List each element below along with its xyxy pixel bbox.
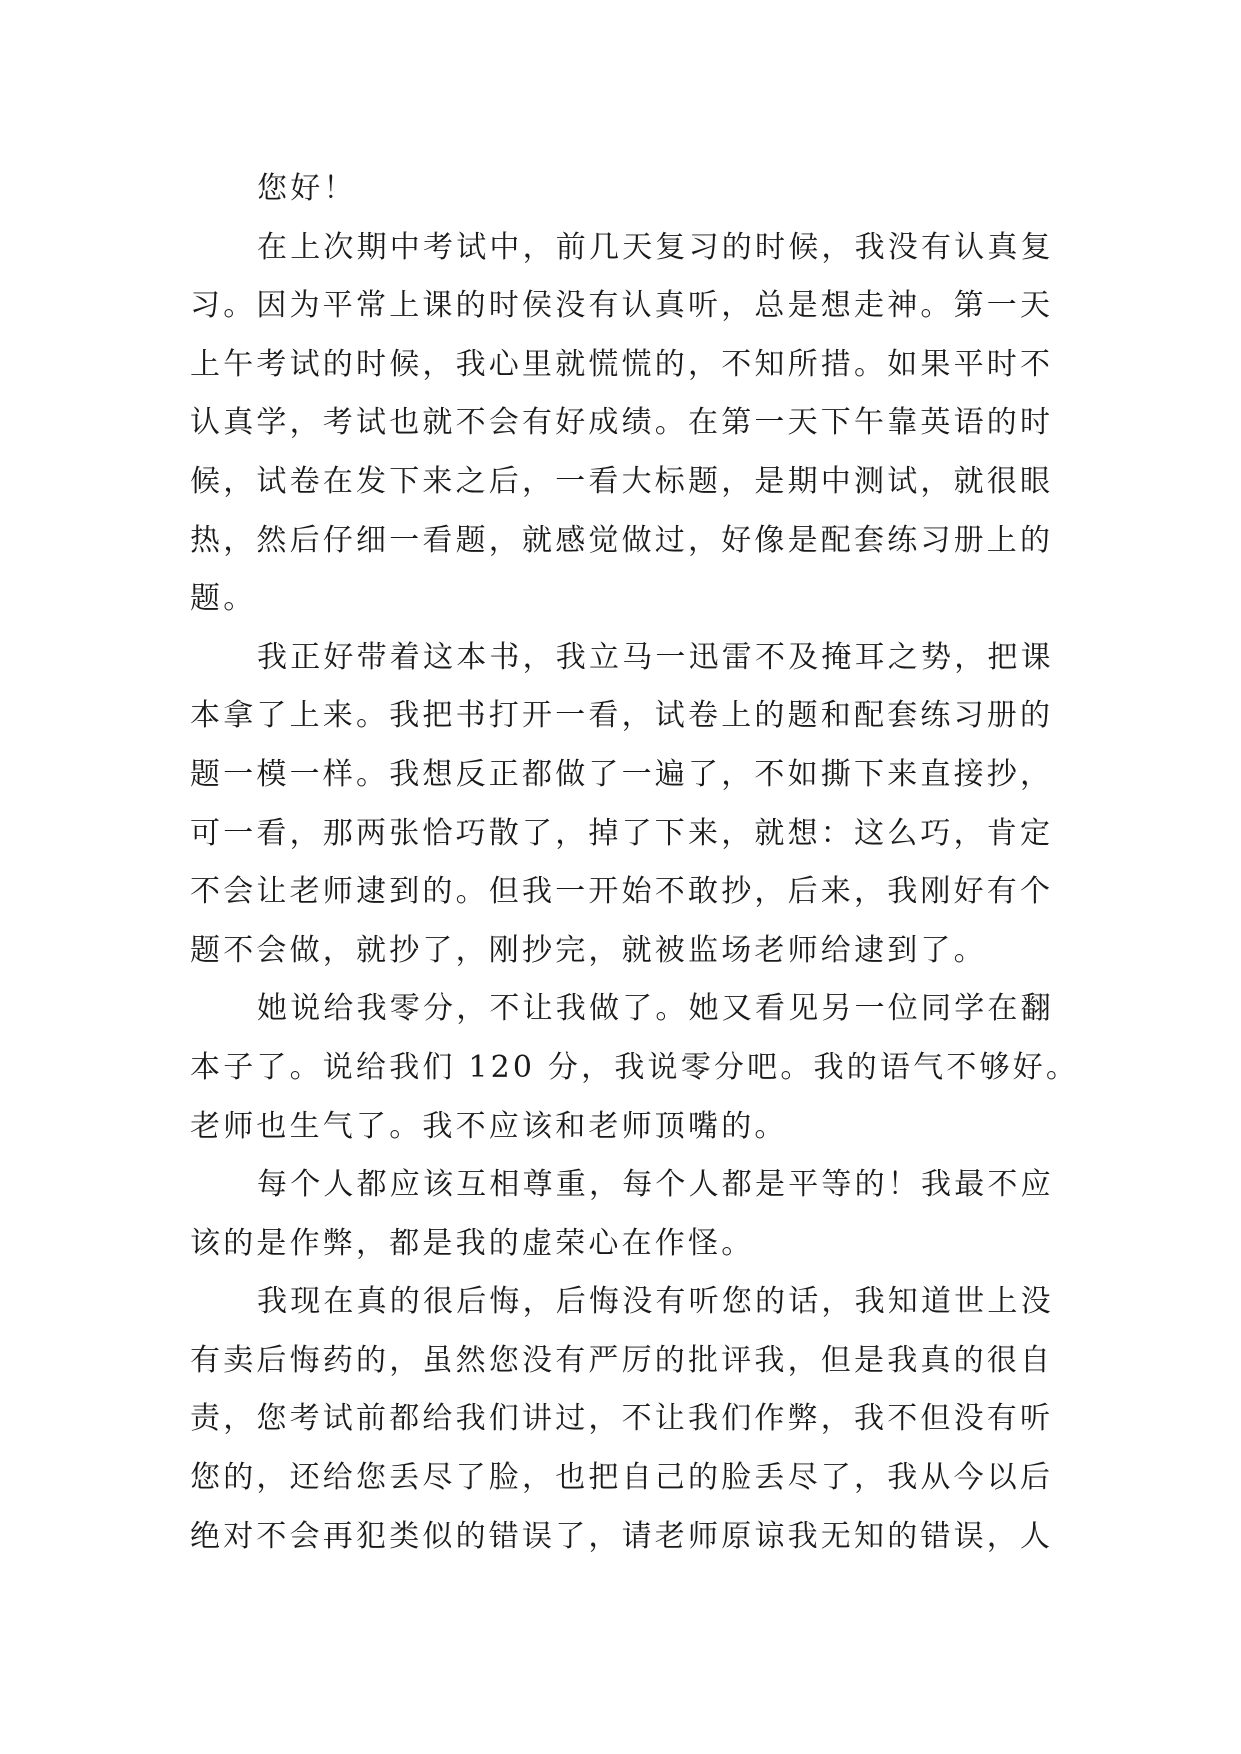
body-text-line: 可一看，那两张恰巧散了，掉了下来，就想：这么巧，肯定 <box>190 815 1054 851</box>
body-text-line: 题。 <box>190 581 257 617</box>
body-text-line: 有卖后悔药的，虽然您没有严厉的批评我，但是我真的很自 <box>190 1342 1054 1378</box>
body-text-line: 认真学，考试也就不会有好成绩。在第一天下午靠英语的时 <box>190 405 1054 441</box>
body-text-line: 本子了。说给我们 120 分，我说零分吧。我的语气不够好。 <box>190 1049 1080 1085</box>
body-text-line: 不会让老师逮到的。但我一开始不敢抄，后来，我刚好有个 <box>190 874 1054 910</box>
body-text-line: 她说给我零分，不让我做了。她又看见另一位同学在翻 <box>257 991 1054 1027</box>
body-text-line: 责，您考试前都给我们讲过，不让我们作弊，我不但没有听 <box>190 1401 1054 1437</box>
body-text-line: 在上次期中考试中，前几天复习的时候，我没有认真复 <box>257 229 1054 265</box>
body-text-line: 本拿了上来。我把书打开一看，试卷上的题和配套练习册的 <box>190 698 1054 734</box>
body-text-line: 热，然后仔细一看题，就感觉做过，好像是配套练习册上的 <box>190 522 1054 558</box>
body-text-line: 我现在真的很后悔，后悔没有听您的话，我知道世上没 <box>257 1284 1054 1320</box>
body-text-line: 上午考试的时候，我心里就慌慌的，不知所措。如果平时不 <box>190 346 1054 382</box>
body-text-line: 绝对不会再犯类似的错误了，请老师原谅我无知的错误，人 <box>190 1518 1054 1554</box>
body-text-line: 习。因为平常上课的时侯没有认真听，总是想走神。第一天 <box>190 288 1054 324</box>
salutation-line: 您好！ <box>257 171 357 206</box>
body-text-line: 该的是作弊，都是我的虚荣心在作怪。 <box>190 1225 755 1261</box>
body-text-line: 每个人都应该互相尊重，每个人都是平等的！我最不应 <box>257 1167 1054 1203</box>
body-text-line: 老师也生气了。我不应该和老师顶嘴的。 <box>190 1108 788 1144</box>
body-text-line: 候，试卷在发下来之后，一看大标题，是期中测试，就很眼 <box>190 463 1054 499</box>
body-text-line: 我正好带着这本书，我立马一迅雷不及掩耳之势，把课 <box>257 639 1054 675</box>
body-text-line: 题一模一样。我想反正都做了一遍了，不如撕下来直接抄， <box>190 756 1054 792</box>
body-text-line: 题不会做，就抄了，刚抄完，就被监场老师给逮到了。 <box>190 932 987 968</box>
body-text-line: 您的，还给您丢尽了脸，也把自己的脸丢尽了，我从今以后 <box>190 1460 1054 1496</box>
letter-body <box>190 160 1080 1566</box>
